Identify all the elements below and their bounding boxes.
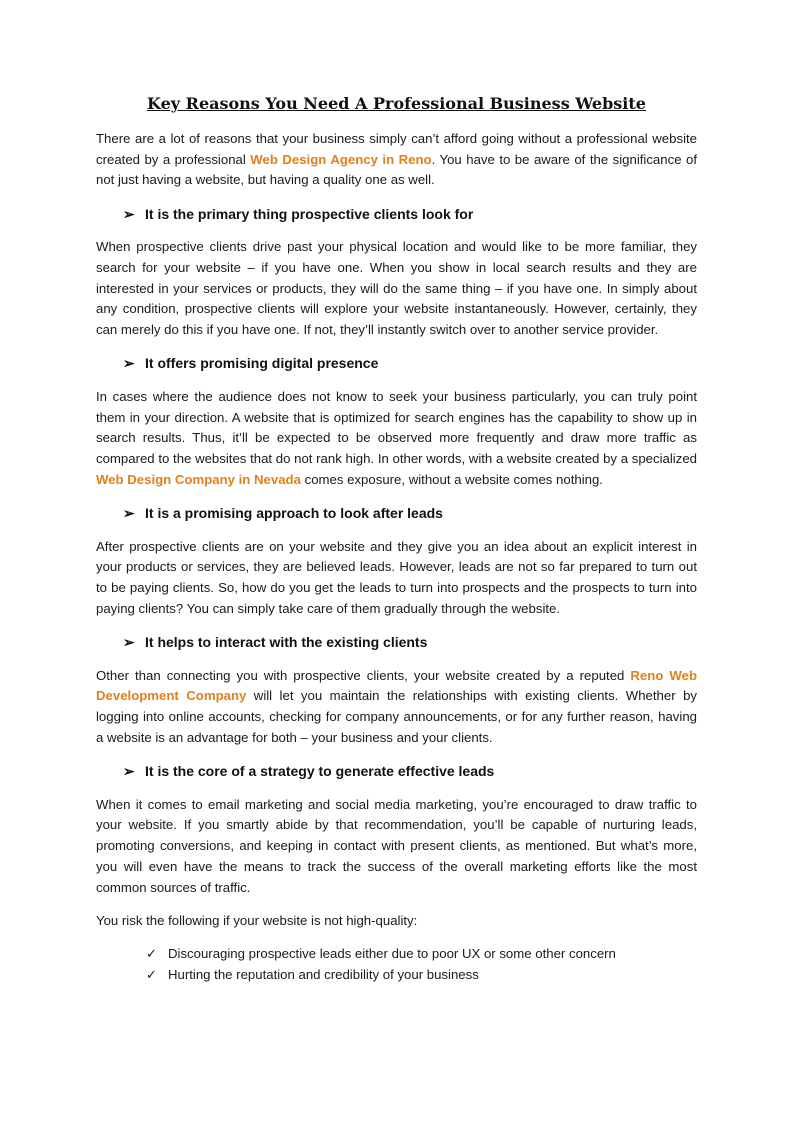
- web-design-agency-link[interactable]: Web Design Agency in Reno: [250, 151, 432, 167]
- section-heading-4: [96, 632, 697, 653]
- section-body-4-before: Other than connecting you with prospective clients, your website created by a reputed: [96, 667, 631, 683]
- document-page: [96, 94, 697, 985]
- arrow-bullet-icon: ➢: [123, 505, 135, 522]
- section-body-5: When it comes to email marketing and social media marketing, you’re encouraged to draw traffic to your website. If you smartly abide by that recommendation, you’ll be capable of nurturing leads, promoting conversions, and keeping in contact with present clients, as mentioned. But what’s more, you will even have the means to track the success of the overall marketing efforts like the most common sources of traffic.: [96, 796, 697, 895]
- arrow-bullet-icon: ➢: [123, 205, 135, 222]
- section-heading-2-text: It offers promising digital presence: [145, 355, 379, 372]
- section-heading-5-text: It is the core of a strategy to generate effective leads: [145, 763, 495, 780]
- arrow-bullet-icon: ➢: [123, 355, 135, 372]
- risk-intro: You risk the following if your website is not high-quality:: [96, 912, 418, 928]
- arrow-bullet-icon: ➢: [123, 634, 135, 651]
- section-body-1: When prospective clients drive past your physical location and would like to be more familiar, they search for your website – if you have one. When you show in local search results and they are interested in your services or products, they will do the same thing – if you have one. In simply about any condition, prospective clients will explore your website instantaneously. However, certainly, they can merely do this if you have one. If not, they’ll instantly switch over to another service provider.: [96, 239, 697, 338]
- intro-text-before: There are a lot of reasons that your business simply can’t afford going without a professional website created by a professional: [96, 131, 697, 167]
- risk-item-text: Hurting the reputation and credibility of your business: [168, 966, 479, 982]
- section-body-4-after: will let you maintain the relationships with existing clients. Whether by logging into online accounts, checking for company announcements, or for any further reason, having a website is an advantage for both – your business and your clients.: [96, 688, 697, 745]
- section-heading-3-text: It is a promising approach to look after leads: [145, 505, 443, 522]
- section-heading-2: [96, 353, 697, 374]
- section-heading-3: [96, 503, 697, 524]
- section-heading-4-text: It helps to interact with the existing clients: [145, 634, 428, 651]
- risk-item-text: Discouraging prospective leads either due to poor UX or some other concern: [168, 946, 616, 961]
- list-item: [146, 944, 697, 965]
- check-icon: ✓: [146, 966, 158, 982]
- web-development-company-link[interactable]: Reno Web Development Company: [96, 667, 698, 704]
- intro-text-after: . You have to be aware of the significance of not just having a website, but having a quality one as well.: [96, 151, 698, 188]
- section-heading-1: [96, 204, 697, 225]
- section-body-2-after: comes exposure, without a website comes nothing.: [300, 471, 603, 487]
- section-body-2-before: In cases where the audience does not know to seek your business particularly, you can truly point them in your direction. A website that is optimized for search engines has the capability to show up in search results. Thus, it’ll be expected to be observed more frequently and draw more traffic as compared to the websites that do not rank high. In other words, with a website created by a specialized: [96, 389, 697, 467]
- risk-list: [146, 944, 697, 985]
- page-title: Key Reasons You Need A Professional Business Website: [147, 94, 646, 113]
- section-body-3: After prospective clients are on your website and they give you an idea about an explicit interest in your products or services, they are believed leads. However, leads are not so far prepared to turn out to be paying clients. So, how do you get the leads to turn into prospects and the prospects to turn into paying clients? You can simply take care of them gradually through the website.: [96, 538, 697, 616]
- section-heading-1-text: It is the primary thing prospective clients look for: [145, 205, 474, 222]
- intro-paragraph: [96, 129, 697, 191]
- section-body-4: [96, 666, 697, 749]
- web-design-company-link[interactable]: Web Design Company in Nevada: [96, 471, 301, 487]
- arrow-bullet-icon: ➢: [123, 763, 135, 780]
- check-icon: ✓: [146, 946, 158, 961]
- list-item: [146, 965, 697, 986]
- section-heading-5: [96, 761, 697, 782]
- section-body-2: [96, 387, 697, 491]
